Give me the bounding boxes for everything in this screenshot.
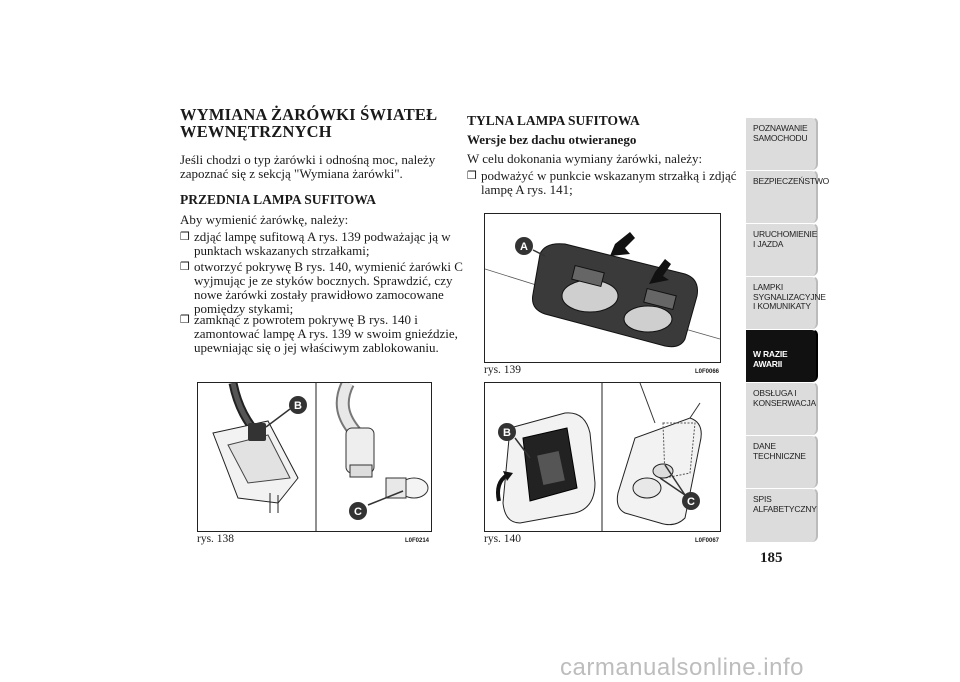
tab-spis-alfabetyczny[interactable]: SPIS ALFABETYCZNY <box>746 488 818 542</box>
list-item <box>180 260 466 316</box>
checkbox-bullet-icon: ❒ <box>180 230 190 243</box>
tab-w-razie-awarii[interactable]: W RAZIE AWARII <box>746 329 818 382</box>
figure-140-drawing <box>485 383 720 531</box>
list-item <box>180 313 466 355</box>
rear-lamp-heading: TYLNA LAMPA SUFITOWA <box>467 113 640 128</box>
checkbox-bullet-icon: ❒ <box>180 260 190 273</box>
list-item <box>180 230 466 258</box>
tab-dane-techniczne[interactable]: DANE TECHNICZNE <box>746 435 818 488</box>
figure-140 <box>484 382 721 532</box>
checkbox-bullet-icon: ❒ <box>180 313 190 326</box>
section-title: WYMIANA ŻARÓWKI ŚWIATEŁ WEWNĘTRZNYCH <box>180 105 438 141</box>
figure-140-caption: rys. 140 <box>484 533 522 545</box>
bullet-text: zdjąć lampę sufitową A rys. 139 podważając ją w punktach wskazanych strzałkami; <box>194 229 451 258</box>
label-b: B <box>294 400 302 412</box>
chapter-tabs <box>746 117 830 542</box>
figure-138-code: L0F0214 <box>405 538 430 544</box>
bullet-text: podważyć w punkcie wskazanym strzałką i zdjąć lampę A rys. 141; <box>481 168 737 197</box>
figure-139-drawing <box>485 214 720 362</box>
figure-138-caption: rys. 138 <box>197 533 235 545</box>
tab-lampki-sygnalizacyjne[interactable]: LAMPKI SYGNALIZACYJNE I KOMUNIKATY <box>746 276 818 329</box>
tab-bezpieczenstwo[interactable]: BEZPIECZEŃSTWO <box>746 170 818 223</box>
figure-138 <box>197 382 432 532</box>
figure-139 <box>484 213 721 363</box>
figure-139-caption: rys. 139 <box>484 364 522 376</box>
figure-139-code: L0F0066 <box>695 369 720 375</box>
bullet-text: zamknąć z powrotem pokrywę B rys. 140 i zamontować lampę A rys. 139 w swoim gnieździe, upewniając się o jej właściwym zablokowaniu. <box>194 312 458 355</box>
label-c: C <box>687 496 695 508</box>
checkbox-bullet-icon: ❒ <box>467 169 477 182</box>
bullet-text: otworzyć pokrywę B rys. 140, wymienić żarówki C wyjmując je ze styków bocznych. Sprawdzić, czy nowe żarówki zostały prawidłowo zamocowane pomiędzy stykami; <box>194 259 463 316</box>
list-item <box>467 169 743 197</box>
intro-paragraph: Jeśli chodzi o typ żarówki i odnośną moc, należy zapoznać się z sekcją "Wymiana żarówki". <box>180 152 436 181</box>
label-b: B <box>503 427 511 439</box>
watermark: carmanualsonline.info <box>560 654 804 681</box>
tab-poznawanie-samochodu[interactable]: POZNAWANIE SAMOCHODU <box>746 117 818 170</box>
figure-138-drawing <box>198 383 431 531</box>
figure-140-code: L0F0067 <box>695 538 720 544</box>
label-c: C <box>354 506 362 518</box>
tab-uruchomienie-i-jazda[interactable]: URUCHOMIENIE I JAZDA <box>746 223 818 276</box>
front-lamp-heading: PRZEDNIA LAMPA SUFITOWA <box>180 192 377 207</box>
page-number: 185 <box>760 550 783 566</box>
front-lamp-intro: Aby wymienić żarówkę, należy: <box>180 212 349 227</box>
label-a: A <box>520 241 528 253</box>
rear-lamp-subheading: Wersje bez dachu otwieranego <box>467 132 637 147</box>
rear-lamp-intro: W celu dokonania wymiany żarówki, należy: <box>467 151 703 166</box>
tab-obsluga-i-konserwacja[interactable]: OBSŁUGA I KONSERWACJA <box>746 382 818 435</box>
